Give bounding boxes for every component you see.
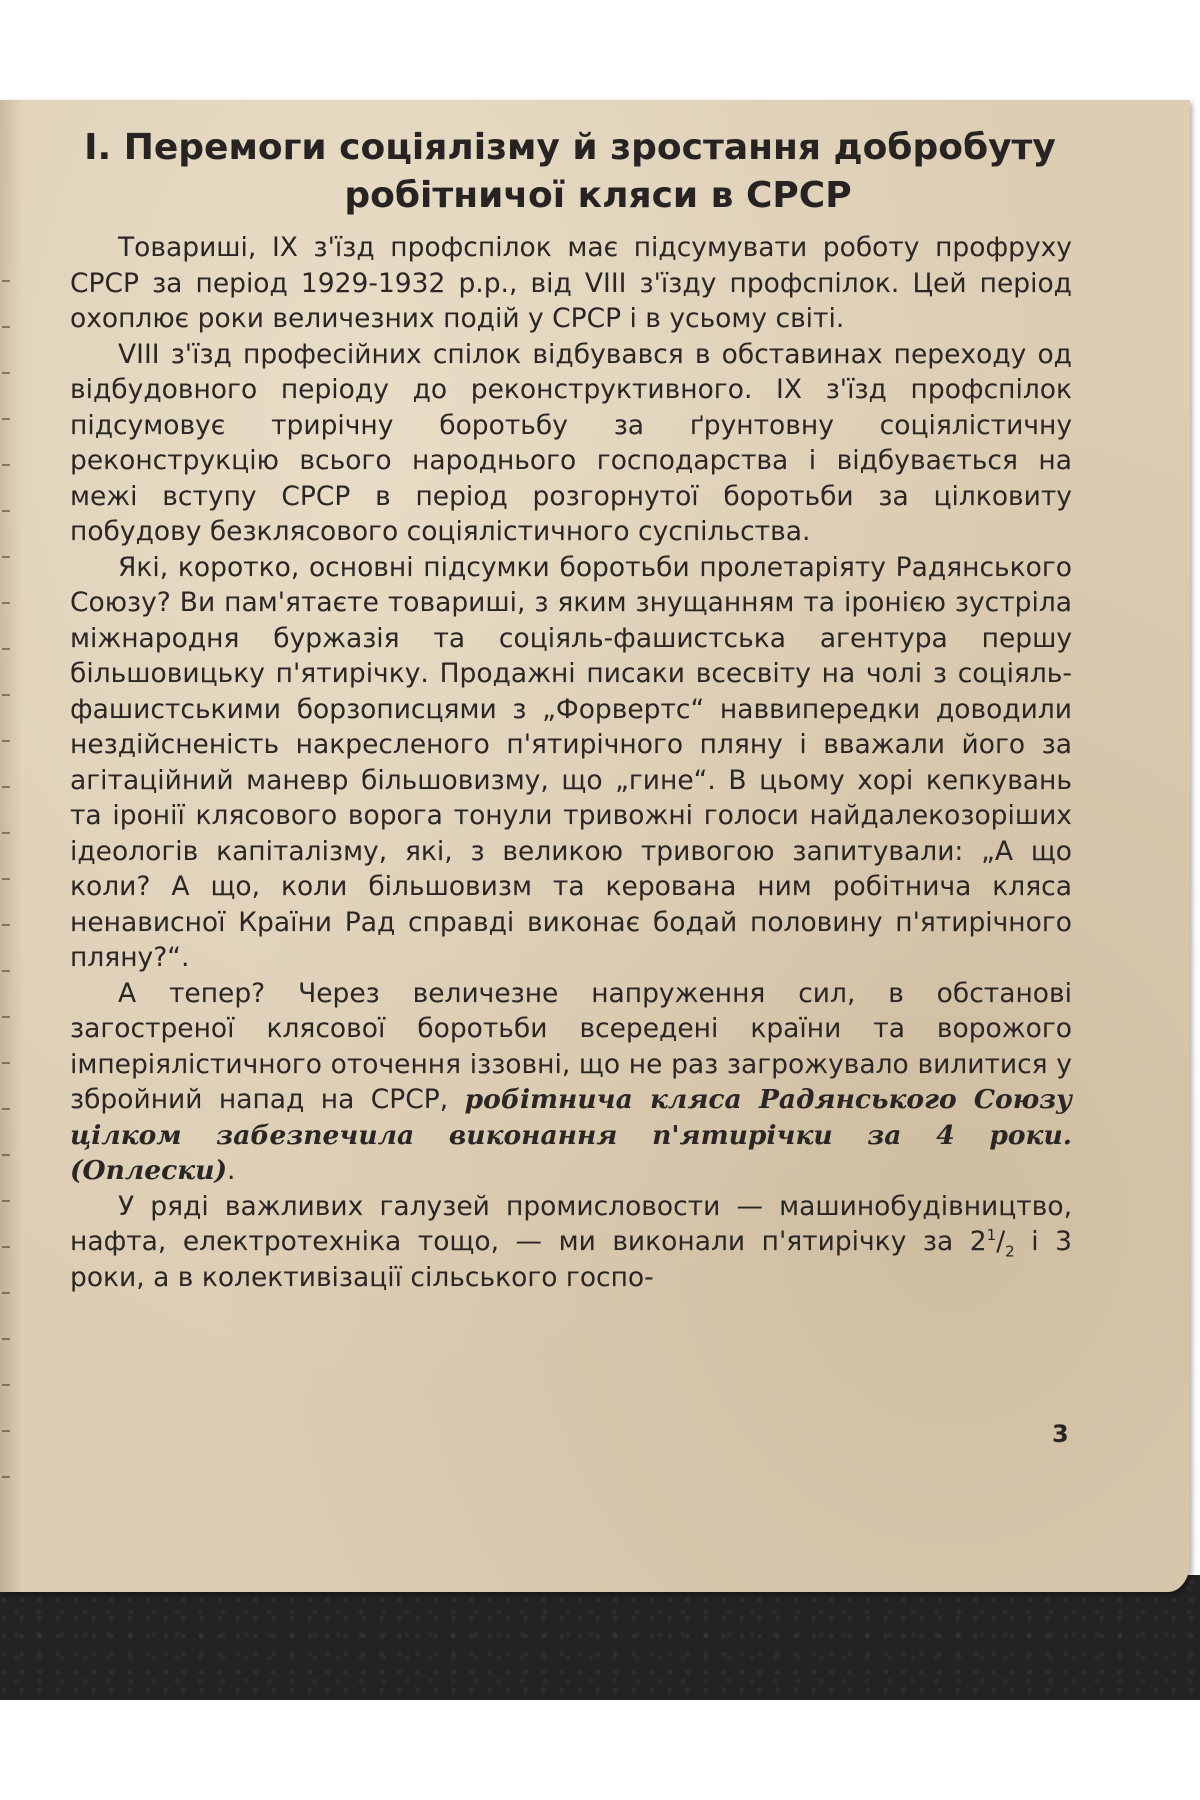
table-surface	[0, 1575, 1200, 1700]
binding-edge	[2, 280, 10, 1480]
page-number: 3	[1052, 1420, 1069, 1448]
paragraph-4-tail: .	[227, 1155, 236, 1186]
paragraph-5-text: У ряді важливих галузей промисловости — машинобудівництво, нафта, електротехніка тощо, — ми виконали п'ятирічку за	[70, 1190, 1072, 1257]
page-title	[50, 124, 1090, 220]
title-line-2: робітничої кляси в СРСР	[344, 175, 852, 216]
paragraph-5-tail: і 3 роки, а в колективізації сільського госпо-	[70, 1226, 1073, 1293]
book-page	[0, 100, 1190, 1592]
fraction-two-and-half: $2^1/_2$	[969, 1226, 1015, 1261]
paragraph-4-text: А тепер? Через величезне напруження сил, в обстанові загостреної клясової боротьби всередені країни та ворожого імперіялістичного оточення іззовні, що не раз загрожувало вилитися у збройний напад на СРСР,	[70, 977, 1072, 1115]
paragraph-4-emphasis: робітнича кляса Радянського Союзу цілком забезпечила виконання п'ятирічки за 4 роки. (Оплески)	[70, 1084, 1072, 1186]
paragraph-3: Які, коротко, основні підсумки боротьби пролетаріяту Радянського Союзу? Ви пам'ятаєте товариші, з яким знущанням та іронією зустріла міжнародня буржазія та соціяль-фашистська агентура першу більшовицьку п'ятирічку. Продажні писаки всесвіту на чолі з соціяль-фашистськими борзописцями з „Форвертс“ наввипередки доводили нездійсненість накресленого п'ятирічного пляну і вважали його за агітаційний маневр більшовизму, що „гине“. В цьому хорі кепкувань та іронії клясового ворога тонули тривожні голоси найдалекозоріших ідеологів капіталізму, які, з великою тривогою запитували: „А що коли? А що, коли більшовизм та керована ним робітнича кляса ненависної Країни Рад справді виконає бодай половину п'ятирічного пляну?“.	[70, 551, 1072, 973]
paragraph-2: VIII з'їзд професійних спілок відбувався в обставинах переходу од відбудовного періоду до реконструктивного. IX з'їзд профспілок підсумовує трирічну боротьбу за ґрунтовну соціялістичну реконструкцію всього народнього господарства і відбувається на межі вступу СРСР в період розгорнутої боротьби за цілковиту побудову безклясового соціялістичного суспільства.	[70, 338, 1072, 547]
paragraph-5	[70, 1189, 1072, 1296]
body-text	[70, 230, 1072, 1295]
paragraph-4	[70, 976, 1072, 1189]
title-line-1: I. Перемоги соціялізму й зростання добробуту	[84, 127, 1056, 168]
paragraph-1: Товариші, IX з'їзд профспілок має підсумувати роботу профруху СРСР за період 1929-1932 р.р., від VIII з'їзду профспілок. Цей період охоплює роки величезних подій у СРСР і в усьому світі.	[70, 232, 1072, 334]
